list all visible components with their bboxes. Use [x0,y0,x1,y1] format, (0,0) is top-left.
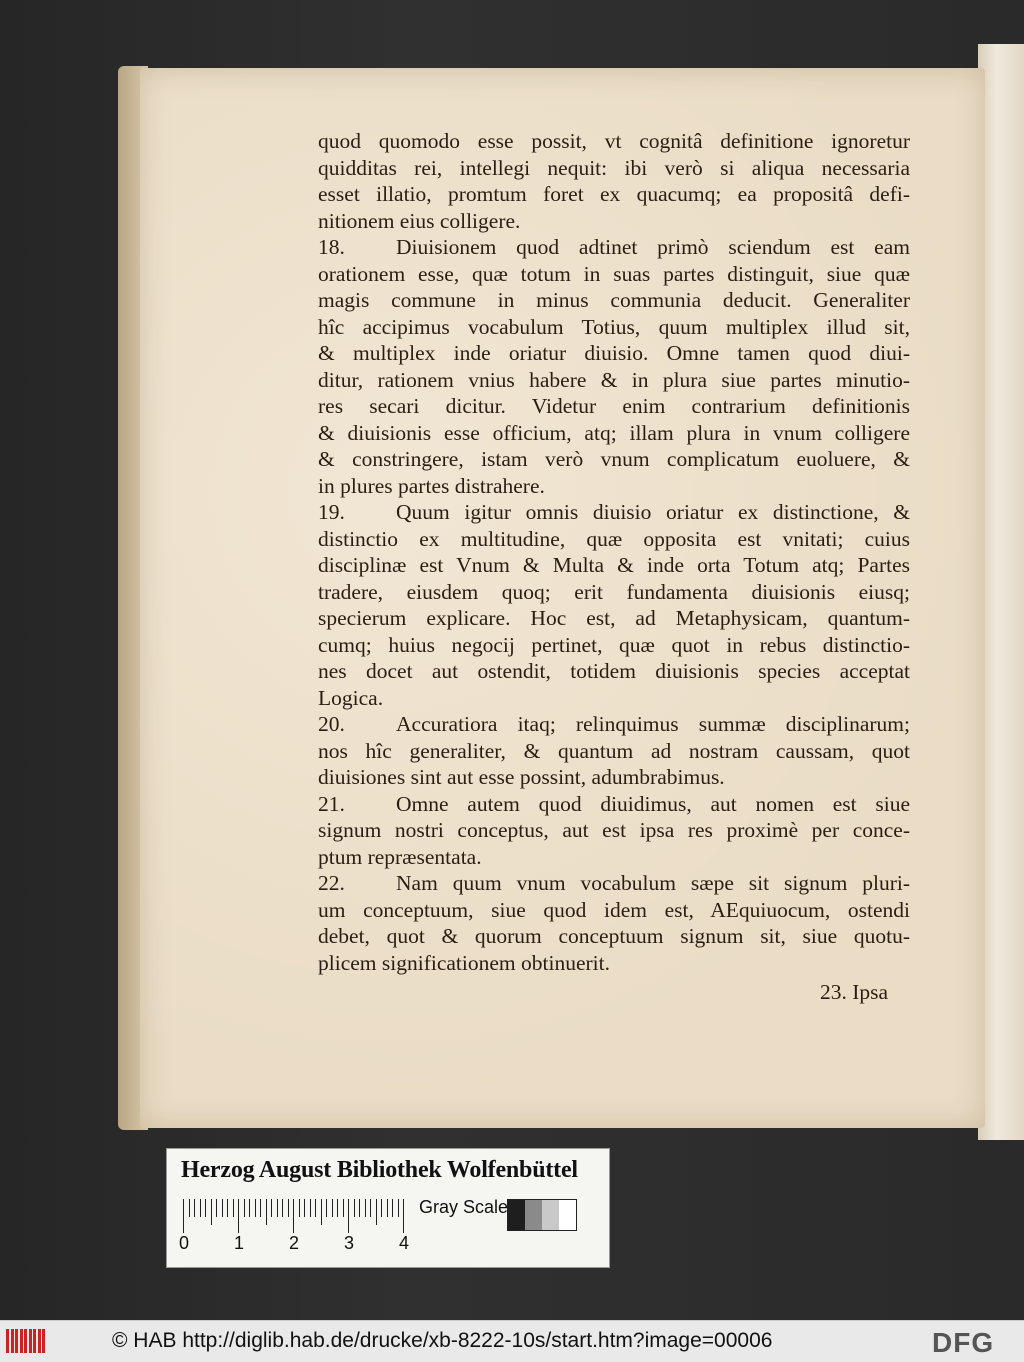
text-line [318,552,910,579]
catchword: 23. Ipsa [820,980,889,1004]
ruler-label: 4 [399,1233,410,1253]
barcode-bar [11,1329,14,1353]
ruler-label: 2 [289,1233,300,1253]
paragraph-number: 22. [318,871,345,895]
line-text: diuisiones sint aut esse possint, adumbrabimus. [318,765,725,789]
ruler-tick [249,1199,250,1217]
line-text: & multiplex inde oriatur diuisio. Omne tamen quod diui- [318,341,910,365]
barcode-bar [6,1329,9,1353]
text-line [318,473,910,500]
gray-swatch [525,1200,542,1230]
gray-swatch [559,1200,576,1230]
ruler-tick [194,1199,195,1217]
ruler-label: 3 [344,1233,355,1253]
ruler-label: 0 [179,1233,190,1253]
line-text: ptum repræsentata. [318,844,482,869]
text-line [318,658,910,685]
barcode-bar [24,1329,27,1353]
gray-scale-swatches [507,1199,577,1231]
ruler-tick [370,1199,371,1217]
line-text: in plures partes distrahere. [318,473,545,498]
line-text: disciplinæ est Vnum & Multa & inde orta Totum atq; Partes [318,553,910,577]
barcode-bar [15,1329,18,1353]
text-line [318,579,910,606]
barcode-icon [6,1329,46,1353]
paragraph-number: 21. [318,791,345,816]
line-text: ditur, rationem vnius habere & in plura siue partes minutio- [318,367,910,392]
barcode-bar [20,1329,23,1353]
gray-scale-label: Gray Scale [419,1197,509,1217]
line-text: nitionem eius colligere. [318,208,521,233]
ruler-tick [260,1199,261,1217]
line-text: & diuisionis esse officium, atq; illam plura in vnum colligere [318,420,910,445]
ruler-scale [183,1199,405,1233]
ruler-tick [293,1199,294,1233]
line-text: Logica. [318,685,384,710]
text-line [318,208,910,235]
ruler-tick [337,1199,338,1217]
ruler-tick [387,1199,388,1217]
text-line [318,632,910,659]
ruler-tick [238,1199,239,1233]
text-line [318,764,910,791]
text-line [318,685,910,712]
line-text: orationem esse, quæ totum in suas partes distinguit, siue quæ [318,261,910,286]
ruler-tick [244,1199,245,1217]
ruler-tick [310,1199,311,1217]
line-text: esset illatio, promtum foret ex quacumq; ea propositâ defi- [318,182,910,206]
line-text: debet, quot & quorum conceptuum signum sit, siue quotu- [318,924,910,948]
line-text: Quum igitur omnis diuisio oriatur ex distinctione, & [396,500,910,524]
text-line [318,234,910,261]
line-text: cumq; huius negocij pertinet, quæ quot in rebus distinctio- [318,632,910,657]
line-text: hîc accipimus vocabulum Totius, quum multiplex illud sit, [318,314,910,339]
dfg-logo: DFG [932,1327,995,1358]
text-line [318,287,910,314]
line-text: um conceptuum, siue quod idem est, AEquiuocum, ostendi [318,897,910,922]
ruler-tick [183,1199,184,1233]
barcode-bar [38,1329,41,1353]
barcode-bar [42,1329,45,1353]
ruler-tick [288,1199,289,1217]
ruler-tick [282,1199,283,1217]
ruler-tick [304,1199,305,1217]
line-text: nos hîc generaliter, & quantum ad nostram caussam, quot [318,738,910,763]
gray-swatch [508,1200,525,1230]
text-line [318,155,910,182]
ruler-tick [233,1199,234,1217]
paragraph-number: 18. [318,235,345,259]
ruler-tick [200,1199,201,1217]
ruler-tick [343,1199,344,1217]
ruler-tick [266,1199,267,1225]
text-line [318,181,910,208]
ruler-tick [348,1199,349,1233]
line-text: nes docet aut ostendit, totidem diuisionis species acceptat [318,659,910,683]
color-scale-card [166,1148,610,1268]
library-name: Herzog August Bibliothek Wolfenbüttel [181,1157,578,1183]
text-line [318,367,910,394]
ruler-tick [381,1199,382,1217]
ruler-tick [189,1199,190,1217]
text-line [318,791,910,818]
ruler-tick [227,1199,228,1217]
gray-swatch [542,1200,559,1230]
ruler-tick [271,1199,272,1217]
ruler-tick [222,1199,223,1217]
ruler-tick [211,1199,212,1225]
page-text [318,128,910,976]
line-text: signum nostri conceptus, aut est ipsa res proximè per conce- [318,818,910,842]
line-text: res secari dicitur. Videtur enim contrarium definitionis [318,394,910,418]
ruler-tick [321,1199,322,1225]
ruler-tick [365,1199,366,1217]
ruler-tick [277,1199,278,1217]
text-line [318,605,910,632]
copyright-url[interactable]: © HAB http://diglib.hab.de/drucke/xb-8222-10s/start.htm?image=00006 [112,1329,773,1352]
ruler-tick [326,1199,327,1217]
line-text: specierum explicare. Hoc est, ad Metaphysicam, quantum- [318,606,910,630]
ruler-tick [392,1199,393,1217]
text-line [318,128,910,155]
paragraph-number: 19. [318,500,345,524]
text-line [318,261,910,288]
ruler-tick [354,1199,355,1217]
line-text: Diuisionem quod adtinet primò sciendum est eam [396,235,910,259]
ruler-tick [398,1199,399,1217]
text-line [318,923,910,950]
footer-bar [0,1320,1024,1362]
ruler-tick [205,1199,206,1217]
line-text: Nam quum vnum vocabulum sæpe sit signum pluri- [396,871,910,895]
ruler-tick [216,1199,217,1217]
ruler-tick [403,1199,404,1233]
ruler-tick [359,1199,360,1217]
line-text: Omne autem quod diuidimus, aut nomen est siue [396,791,910,816]
line-text: & constringere, istam verò vnum complicatum euoluere, & [318,447,910,471]
text-line [318,950,910,977]
ruler-label: 1 [234,1233,245,1253]
text-line [318,526,910,553]
line-text: distinctio ex multitudine, quæ opposita est vnitati; cuius [318,526,910,551]
text-line [318,870,910,897]
text-line [318,738,910,765]
line-text: tradere, eiusdem quoq; erit fundamenta diuisionis eiusq; [318,579,910,604]
barcode-bar [33,1329,36,1353]
text-line [318,499,910,526]
text-line [318,817,910,844]
ruler-tick [255,1199,256,1217]
text-line [318,340,910,367]
line-text: quod quomodo esse possit, vt cognitâ definitione ignoretur [318,129,910,153]
ruler-tick [299,1199,300,1217]
line-text: quidditas rei, intellegi nequit: ibi verò si aliqua necessaria [318,155,910,180]
ruler-tick [376,1199,377,1225]
text-line [318,897,910,924]
text-line [318,446,910,473]
line-text: Accuratiora itaq; relinquimus summæ disciplinarum; [396,712,910,736]
barcode-bar [29,1329,32,1353]
ruler-tick [315,1199,316,1217]
line-text: magis commune in minus communia deducit. Generaliter [318,288,910,312]
ruler-tick [332,1199,333,1217]
text-line [318,393,910,420]
text-line [318,314,910,341]
line-text: plicem significationem obtinuerit. [318,950,610,975]
text-line [318,844,910,871]
text-line [318,711,910,738]
paragraph-number: 20. [318,712,345,736]
text-line [318,420,910,447]
